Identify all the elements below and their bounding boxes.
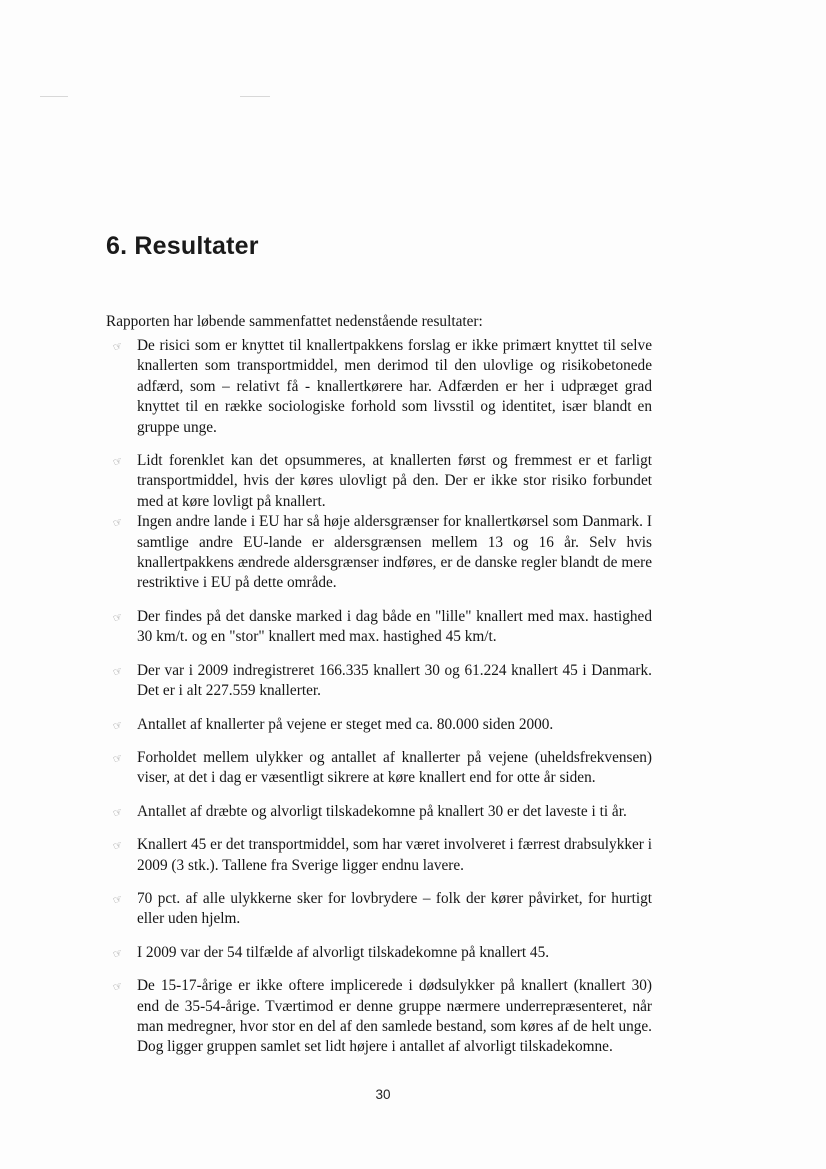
list-item-text: Forholdet mellem ulykker og antallet af knallerter på vejene (uheldsfrekvensen) viser, at det i dag er væsentligt sikrere at køre knallert end for otte år siden.: [137, 748, 652, 787]
pointing-hand-icon: ☞: [111, 515, 125, 531]
pointing-hand-icon: ☞: [111, 610, 125, 626]
list-item: [106, 715, 652, 735]
list-item: [106, 661, 652, 702]
pointing-hand-icon: ☞: [111, 946, 125, 962]
list-item: [106, 889, 652, 930]
pointing-hand-icon: ☞: [111, 805, 125, 821]
pointing-hand-icon: ☞: [111, 892, 125, 908]
list-item-text: Lidt forenklet kan det opsummeres, at knallerten først og fremmest er et farligt transportmiddel, hvis der køres ulovligt på den. Der er ikke stor risiko forbundet med at køre lovligt på knallert.: [137, 452, 652, 510]
list-item-text: Knallert 45 er det transportmiddel, som har været involveret i færrest drabsulykker i 2009 (3 stk.). Tallene fra Sverige ligger endnu lavere.: [137, 836, 652, 874]
pointing-hand-icon: ☞: [111, 979, 125, 995]
list-item: [106, 802, 652, 822]
pointing-hand-icon: ☞: [111, 838, 125, 854]
list-item: [106, 976, 652, 1058]
scan-speck: [40, 96, 68, 97]
pointing-hand-icon: ☞: [111, 664, 125, 680]
list-item-text: Antallet af dræbte og alvorligt tilskadekomne på knallert 30 er det laveste i ti år.: [137, 802, 627, 820]
scan-speck: [240, 96, 270, 97]
list-item: [106, 512, 652, 594]
list-item-text: 70 pct. af alle ulykkerne sker for lovbrydere – folk der kører påvirket, for hurtigt eller uden hjelm.: [137, 889, 652, 928]
pointing-hand-icon: ☞: [111, 718, 125, 733]
list-item-text: De risici som er knyttet til knallertpakkens forslag er ikke primært knyttet til selve knallerten som transportmiddel, men derimod til den ulovlige og risikobetonede adfærd, som – relativt få - knallertkørere har. Adfærden er her i udpræget grad knyttet til en række sociologiske forhold som livsstil og identitet, især blandt en gruppe unge.: [137, 337, 652, 436]
list-item-text: I 2009 var der 54 tilfælde af alvorligt tilskadekomne på knallert 45.: [137, 943, 550, 961]
list-item: [106, 943, 652, 963]
section-heading: 6. Resultater: [106, 232, 259, 260]
list-item-text: Der var i 2009 indregistreret 166.335 knallert 30 og 61.224 knallert 45 i Danmark. Det er i alt 227.559 knallerter.: [137, 661, 652, 700]
intro-paragraph: Rapporten har løbende sammenfattet nedenstående resultater:: [106, 313, 483, 330]
list-item: [106, 607, 652, 648]
list-item: [106, 451, 652, 512]
pointing-hand-icon: ☞: [111, 339, 125, 355]
list-item: [106, 336, 652, 438]
list-item-text: Ingen andre lande i EU har så høje aldersgrænser for knallertkørsel som Danmark. I samtlige andre EU-lande er aldersgrænsen mellem 13 og 16 år. Selv hvis knallertpakkens ændrede aldersgrænser indføres, er de danske regler blandt de mere restriktive i EU på dette område.: [137, 513, 652, 592]
list-item-text: Der findes på det danske marked i dag både en "lille" knallert med max. hastighed 30 km/t. og en "stor" knallert med max. hastighed 45 km/t.: [137, 607, 652, 646]
pointing-hand-icon: ☞: [111, 454, 125, 470]
list-item-text: De 15-17-årige er ikke oftere implicerede i dødsulykker på knallert (knallert 30) end de 35-54-årige. Tværtimod er denne gruppe nærmere underrepræsenteret, når man medregner, hvor stor en del af den samlede bestand, som køres af de helt unge. Dog ligger gruppen samlet set lidt højere i antallet af alvorligt tilskadekomne.: [137, 977, 652, 1056]
results-list: [106, 336, 652, 1058]
page-number: 30: [375, 1087, 391, 1102]
list-item-text: Antallet af knallerter på vejene er steget med ca. 80.000 siden 2000.: [137, 715, 554, 733]
list-item: [106, 748, 652, 789]
list-item: [106, 835, 652, 876]
pointing-hand-icon: ☞: [111, 751, 125, 767]
